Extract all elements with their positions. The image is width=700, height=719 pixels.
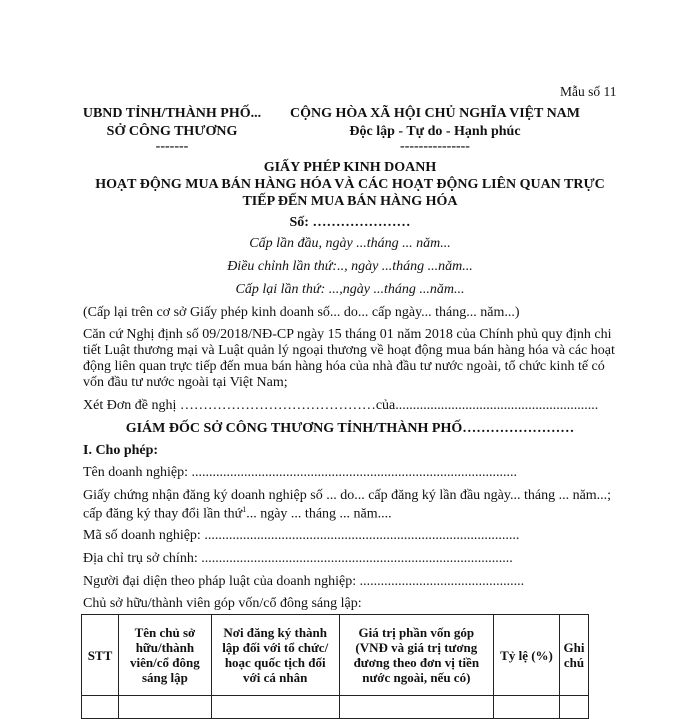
consider-application: Xét Đơn đề nghị ……………………………………của.......................................................... — [83, 398, 599, 413]
title-line-3: TIẾP ĐẾN MUA BÁN HÀNG HÓA — [242, 194, 458, 209]
license-number: Số: ………………… — [289, 215, 411, 230]
owners-label: Chủ sở hữu/thành viên góp vốn/cổ đông sáng lập: — [83, 596, 362, 611]
column-header-owner-name: Tên chủ sở hữu/thành viên/cổ đông sáng lập — [118, 615, 211, 696]
agency-header — [68, 106, 276, 154]
registration-cert-line-1: Giấy chứng nhận đăng ký doanh nghiệp số ... do... cấp đăng ký lần đầu ngày... tháng ... năm...; — [83, 488, 612, 503]
table-header-row — [82, 615, 589, 696]
table-cell — [494, 696, 560, 719]
registration-change-date: ... ngày ... tháng ... năm.... — [246, 506, 392, 522]
title-line-1: GIẤY PHÉP KINH DOANH — [263, 160, 437, 175]
column-header-capital-value: Giá trị phần vốn góp (VNĐ và giá trị tương đương theo đơn vị tiền nước ngoài, nếu có) — [339, 615, 494, 696]
column-header-registration-place: Nơi đăng ký thành lập đối với tổ chức/ hoạc quốc tịch đối với cá nhân — [211, 615, 339, 696]
legal-representative-field: Người đại diện theo pháp luật của doanh nghiệp: ............................................... — [83, 574, 525, 589]
owners-table — [81, 614, 589, 719]
registration-cert-line-2 — [83, 505, 392, 523]
table-cell — [82, 696, 119, 719]
national-title: CỘNG HÒA XÃ HỘI CHỦ NGHĨA VIỆT NAM — [289, 106, 580, 121]
issue-adjust: Điều chỉnh lần thứ:.., ngày ...tháng ...năm... — [227, 259, 473, 274]
national-divider: --------------- — [400, 139, 470, 154]
column-header-stt: STT — [82, 615, 119, 696]
registration-change-label: cấp đăng ký thay đổi lần thứ — [83, 506, 243, 522]
legal-basis-line-4: vốn đầu tư nước ngoài tại Việt Nam; — [83, 375, 288, 390]
legal-basis-line-1: Căn cứ Nghị định số 09/2018/NĐ-CP ngày 15 tháng 01 năm 2018 của Chính phủ quy định chi — [83, 327, 612, 342]
table-cell — [118, 696, 211, 719]
section-1-heading: I. Cho phép: — [83, 443, 159, 458]
issue-first: Cấp lần đầu, ngày ...tháng ... năm... — [249, 236, 451, 251]
agency-divider: ------- — [155, 139, 189, 154]
footnote-marker: 1 — [242, 505, 247, 514]
reissue-basis: (Cấp lại trên cơ sở Giấy phép kinh doanh số... do... cấp ngày... tháng... năm...) — [83, 305, 520, 320]
column-header-ratio: Tỷ lệ (%) — [494, 615, 560, 696]
national-motto: Độc lập - Tự do - Hạnh phúc — [349, 124, 521, 139]
table-cell — [211, 696, 339, 719]
national-header — [270, 106, 600, 154]
issue-reissue: Cấp lại lần thứ: ...,ngày ...tháng ...năm... — [235, 282, 465, 297]
agency-province: UBND TỈNH/THÀNH PHỐ... — [82, 106, 262, 121]
director-heading: GIÁM ĐỐC SỞ CÔNG THƯƠNG TỈNH/THÀNH PHỐ…………………… — [125, 421, 575, 436]
agency-department: SỞ CÔNG THƯƠNG — [106, 124, 238, 139]
table-cell — [339, 696, 494, 719]
document-title — [60, 159, 640, 231]
column-header-note: Ghi chú — [559, 615, 588, 696]
legal-basis — [83, 327, 615, 391]
legal-basis-line-2: tiết Luật thương mại và Luật quản lý ngoại thương về hoạt động mua bán hàng hóa và các hoạt — [83, 343, 615, 358]
table-cell — [559, 696, 588, 719]
head-office-address-field: Địa chỉ trụ sở chính: ......................................................................................... — [83, 551, 513, 566]
table-row — [82, 696, 589, 719]
legal-basis-line-3: động liên quan trực tiếp đến mua bán hàng hóa của nhà đầu tư nước ngoài, tổ chức kinh tế có — [83, 359, 605, 374]
company-name-field: Tên doanh nghiệp: ............................................................................................. — [83, 465, 517, 480]
tax-code-field: Mã số doanh nghiệp: .......................................................................................... — [83, 528, 520, 543]
form-number: Mẫu số 11 — [560, 84, 617, 99]
title-line-2: HOẠT ĐỘNG MUA BÁN HÀNG HÓA VÀ CÁC HOẠT ĐỘNG LIÊN QUAN TRỰC — [95, 177, 605, 192]
